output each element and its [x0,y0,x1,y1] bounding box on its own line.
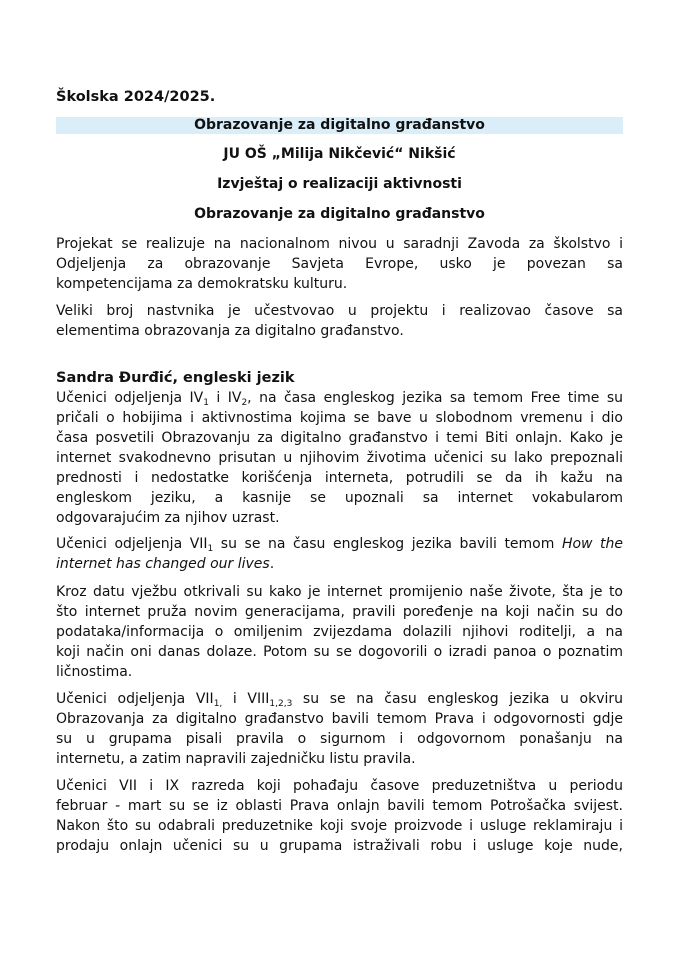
text-line: Projekat se realizuje na nacionalnom nivou u saradnji Zavoda za školstvo i [56,236,623,252]
text-line: odgovarajućim za njihov uzrast. [56,510,280,526]
report-subtitle: Obrazovanje za digitalno građanstvo [194,206,485,222]
text-line: pričali o hobijima i aktivnostima kojima se bave u slobodnom vremenu i dio [56,410,623,426]
text-line: Učenici odjeljenja $VII_1$ su se na času engleskog jezika bavili temom How the [56,536,624,554]
text-line: koji način oni danas dolaze. Potom su se dogovorili o izradi panoa o poznatim [56,644,623,660]
section-paragraph-5 [56,776,623,856]
text-line: Obrazovanja za digitalno građanstvo bavili temom Prava i odgovornosti gdje [56,711,623,727]
section-paragraph-2 [56,534,623,574]
text-line: elementima obrazovanja za digitalno građanstvo. [56,323,404,339]
text-line: Veliki broj nastvnika je učestvovao u projektu i realizovao časove sa [56,303,623,319]
text-line: Odjeljenja za obrazovanje Savjeta Evrope, usko je povezan sa [56,256,623,272]
text-line: što internet pruža novim generacijama, pravili poređenje na koji način su do [56,604,623,620]
section-paragraph-3 [56,582,623,682]
section-heading: Sandra Đurđić, engleski jezik [56,370,295,386]
text-line: internet svakodnevno prisutan u njihovim životima učenici su lako prepoznali [56,450,623,466]
text-line: Kroz datu vježbu otkrivali su kako je internet promijenio naše živote, šta je to [56,584,623,600]
text-line: ličnostima. [56,664,133,680]
text-line: februar - mart su se iz oblasti Prava onlajn bavili temom Potrošačka svijest. [56,798,623,814]
school-name: JU OŠ „Milija Nikčević“ Nikšić [223,146,456,162]
text-line: internet has changed our lives. [56,556,275,572]
text-line: internetu, a zatim napravili zajedničku listu pravila. [56,751,416,767]
text-line: Nakon što su odabrali preduzetnike koji svoje proizvode i usluge reklamiraju i [56,818,623,834]
text-line: prodaju onlajn učenici su u grupama istraživali robu i usluge koje nude, [56,838,623,854]
text-line: engleskom jeziku, a kasnije se upoznali sa internet vokabularom [56,490,623,506]
intro-paragraph-1 [56,234,623,294]
school-year: Školska 2024/2025. [56,89,216,105]
text-line: kompetencijama za demokratsku kulturu. [56,276,348,292]
text-line: prednosti i nedostatke korišćenja interneta, potrudili se da ih kažu na [56,470,623,486]
report-title: Izvještaj o realizaciji aktivnosti [217,176,462,192]
section-paragraph-1 [56,388,623,528]
text-line: Učenici odjeljenja $VII_{1,}$ i $VIII_{1,2,3}$ su se na času engleskog jezika u okviru [56,691,623,709]
intro-paragraph-2 [56,301,623,341]
text-line: Učenici odjeljenja $IV_1$ i $IV_2$, na časa engleskog jezika sa temom Free time su [56,390,623,408]
text-line: Učenici VII i IX razreda koji pohađaju časove preduzetništva u periodu [56,778,623,794]
text-line: podataka/informacija o omiljenim zvijezdama dolazili njihovi roditelji, a na [56,624,623,640]
text-line: časa posvetili Obrazovanju za digitalno građanstvo i temi Biti onlajn. Kako je [56,430,623,446]
section-paragraph-4 [56,689,623,769]
text-line: su u grupama pisali pravila o sigurnom i odgovornom ponašanju na [56,731,623,747]
band-title: Obrazovanje za digitalno građanstvo [194,117,485,133]
